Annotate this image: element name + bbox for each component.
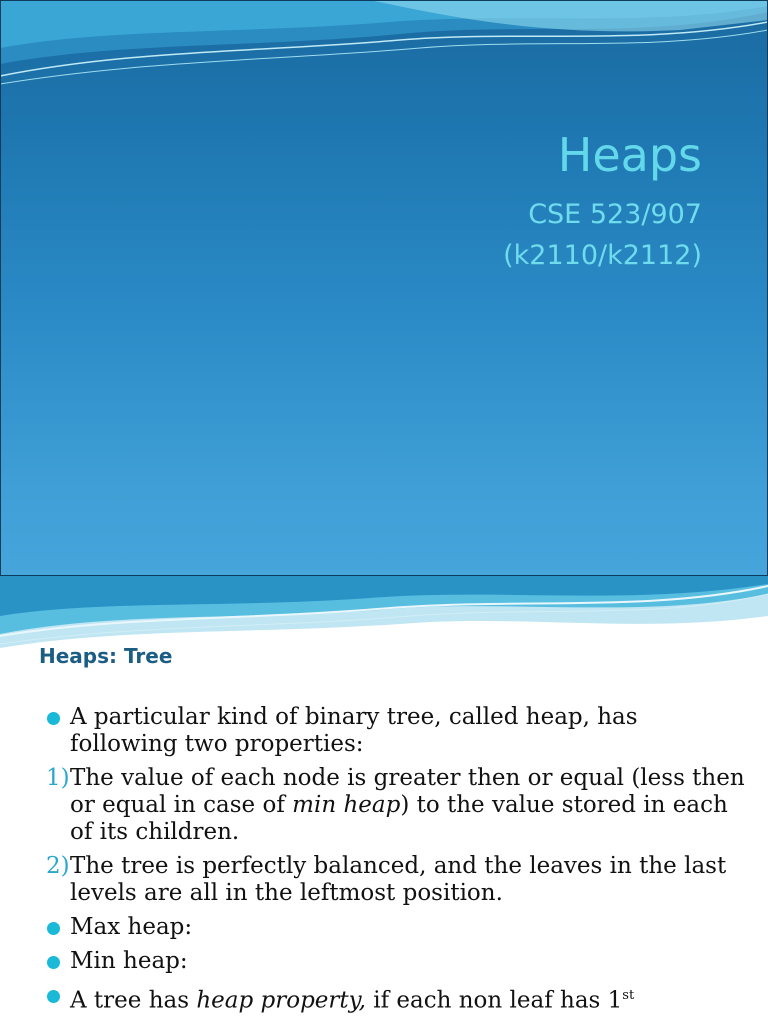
bullet-list <box>46 704 746 1022</box>
content-slide <box>0 576 768 1024</box>
list-number: 2) <box>46 853 70 879</box>
bullet-dot-icon <box>47 990 60 1003</box>
list-number: 1) <box>46 765 70 791</box>
slide-title: Heaps: Tree <box>39 644 173 668</box>
slide-title: Heaps <box>557 128 702 182</box>
subtitle-course: CSE 523/907 <box>528 199 702 230</box>
list-item: A tree has heap property, if each non leaf has 1st <box>46 982 746 1015</box>
list-item: Max heap: <box>46 914 746 941</box>
list-item: 2) The tree is perfectly balanced, and the leaves in the last levels are all in the leftmost position. <box>46 853 727 906</box>
bullet-dot-icon <box>47 956 60 969</box>
list-item: A particular kind of binary tree, called heap, has following two properties: <box>46 704 746 758</box>
subtitle-codes: (k2110/k2112) <box>503 240 702 271</box>
bullet-dot-icon <box>47 922 60 935</box>
list-item: 1) The value of each node is greater then or equal (less then or equal in case of min heap) to the value stored in each of its children. <box>46 765 745 845</box>
bullet-dot-icon <box>47 712 60 725</box>
list-item: Min heap: <box>46 948 746 975</box>
